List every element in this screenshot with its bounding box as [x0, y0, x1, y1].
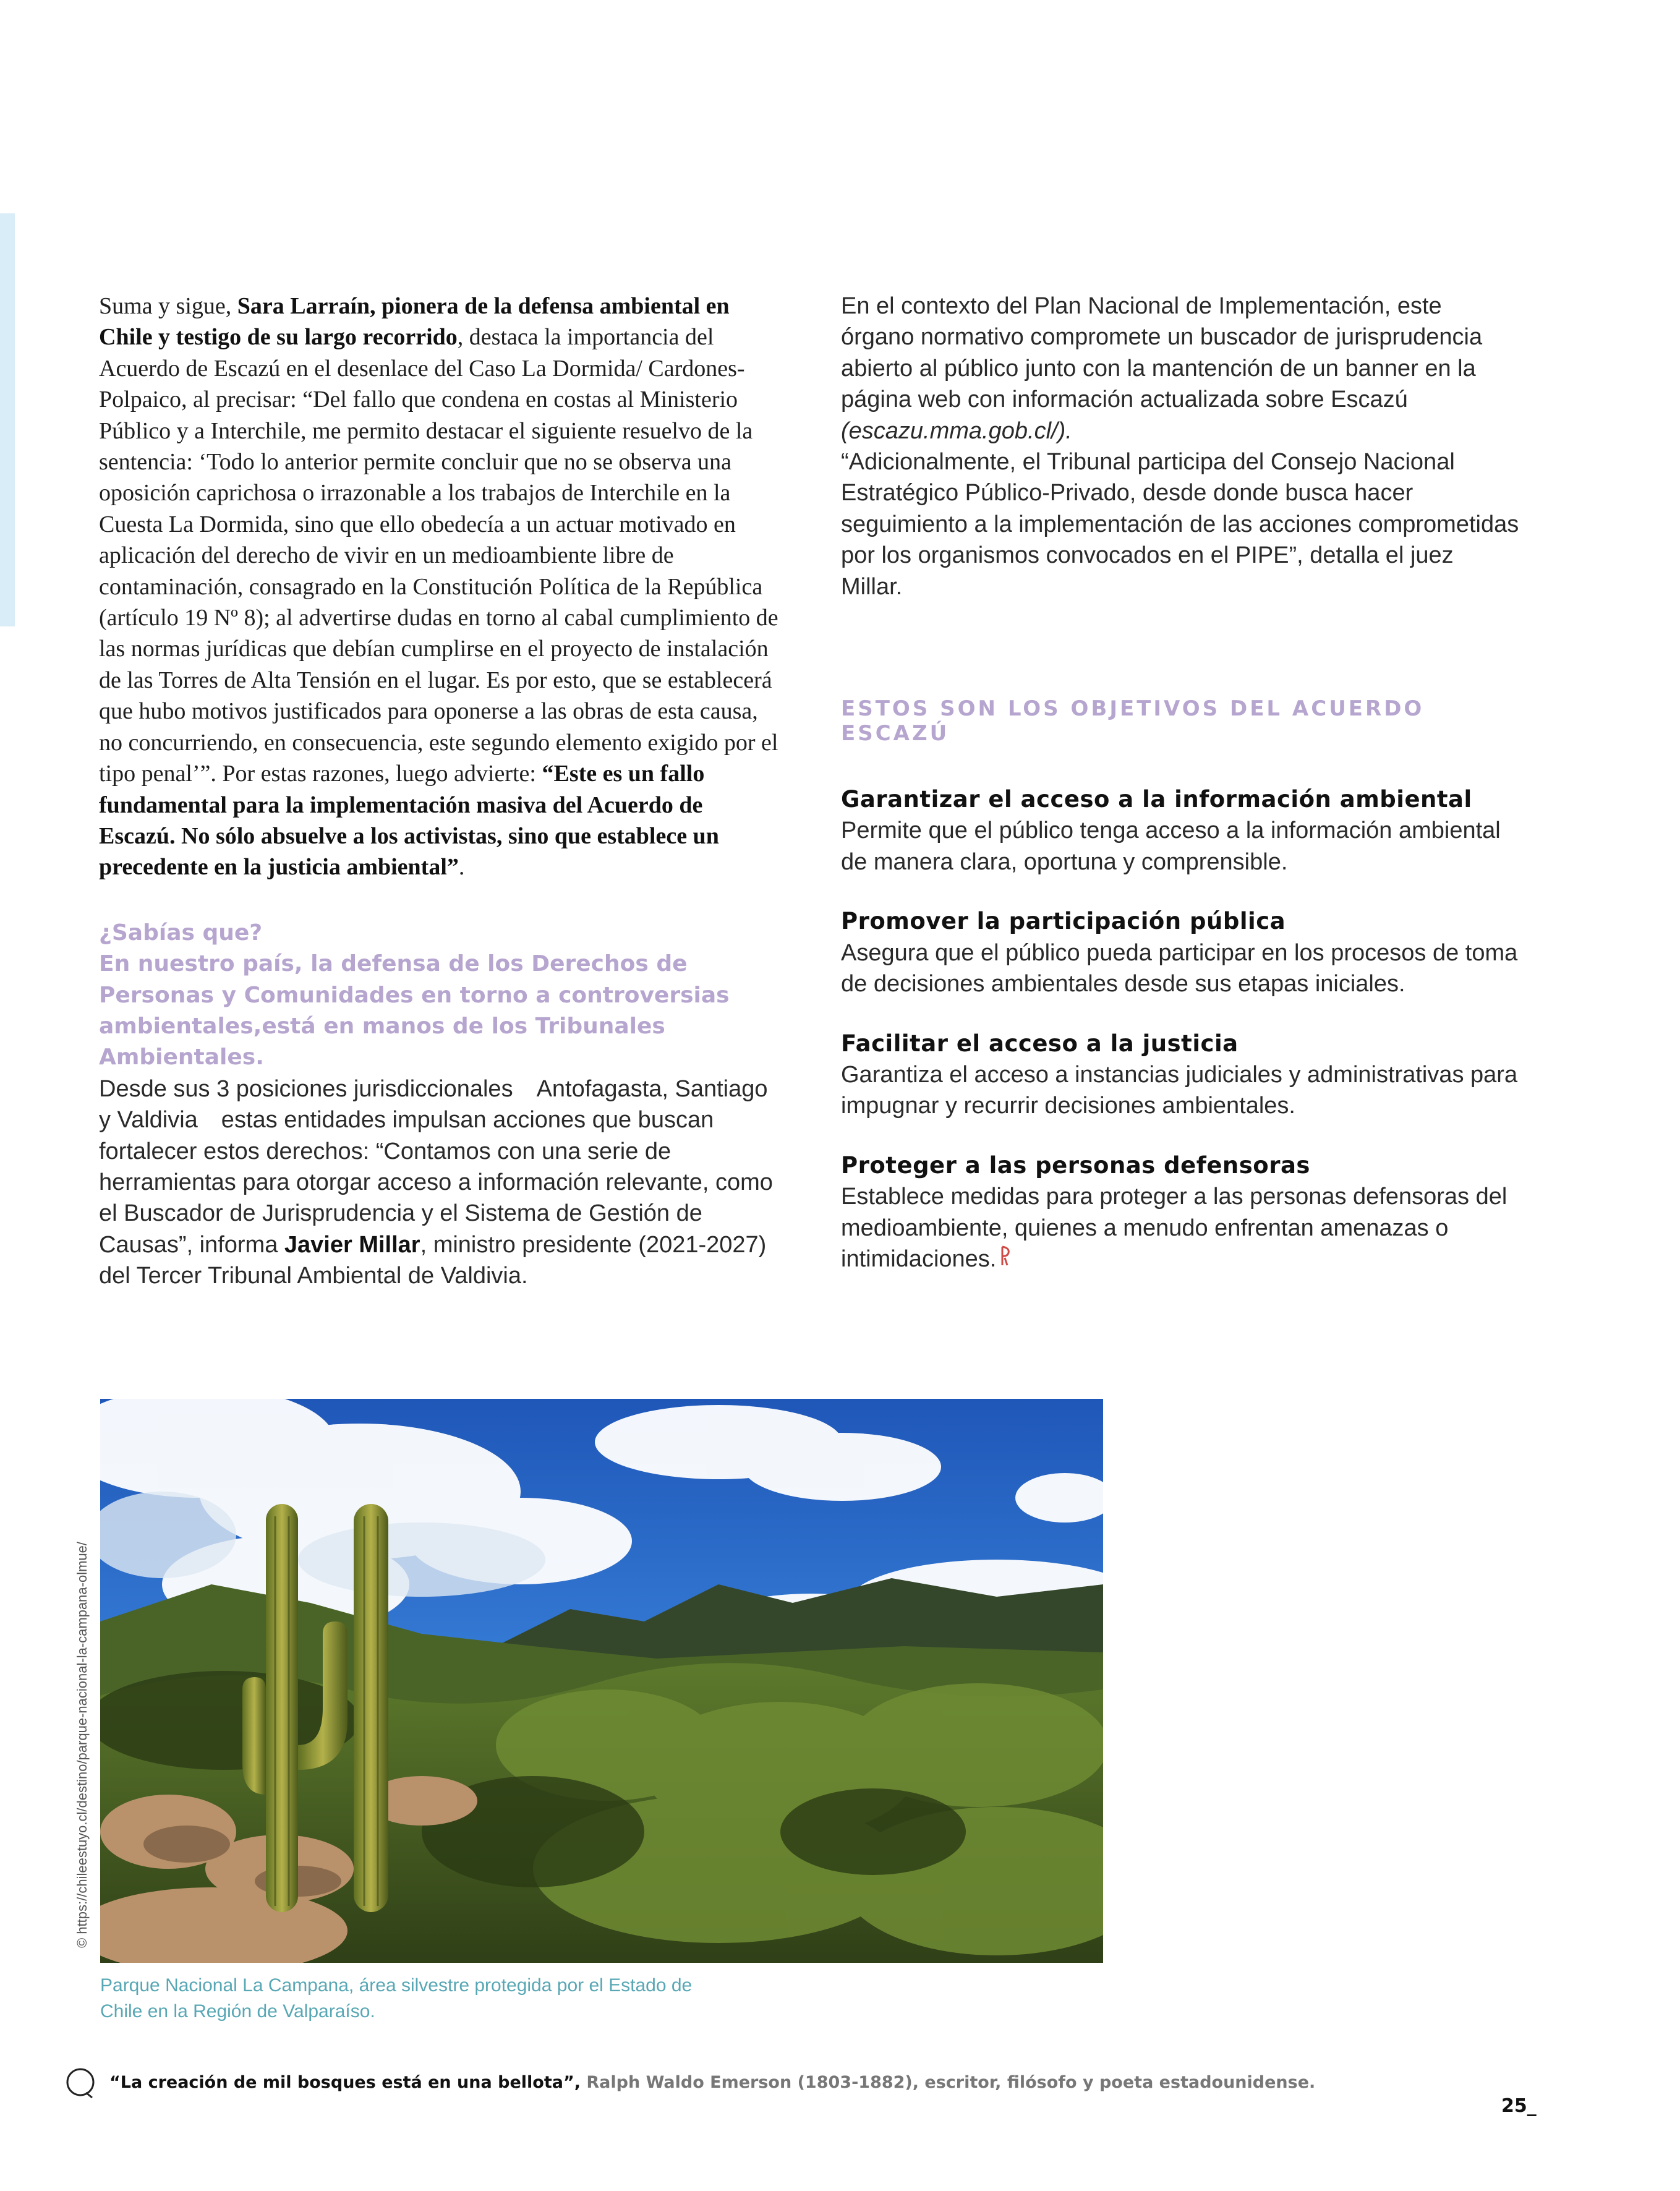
objective-item — [841, 1150, 1521, 1275]
right-column — [841, 291, 1521, 1275]
left-column — [99, 291, 779, 1292]
quote-text — [109, 2070, 1315, 2095]
objective-item — [841, 906, 1521, 999]
objective-item — [841, 1028, 1521, 1122]
objective-title: Facilitar el acceso a la justicia — [841, 1030, 1239, 1057]
escazu-url-text: (escazu.mma.gob.cl/). — [841, 417, 1072, 444]
photo-credit: © https://chileestuyo.cl/destino/parque-nacional-la-campana-olmue/ — [74, 1541, 90, 1948]
text-run-bold: Sara Larraín, pionera de la defensa ambiental en Chile y testigo de su largo recorrido — [99, 293, 730, 351]
objective-title: Promover la participación pública — [841, 908, 1286, 935]
side-color-strip — [0, 213, 15, 626]
objective-title: Proteger a las personas defensoras — [841, 1151, 1310, 1179]
photo-caption: Parque Nacional La Campana, área silvestre protegida por el Estado de Chile en la Región de Valparaíso. — [100, 1975, 693, 2022]
objective-text — [841, 1181, 1521, 1275]
quote-phrase: “La creación de mil bosques está en una bellota”, — [109, 2073, 581, 2092]
sabias-que-box — [99, 918, 779, 1292]
speech-bubble-icon — [65, 2068, 96, 2099]
larrain-paragraph — [99, 291, 779, 883]
tribunal-paragraph: “Adicionalmente, el Tribunal participa del Consejo Nacional Estratégico Público-Privado, desde donde busca hacer seguimiento a la implementación de las acciones comprometidas por los organismos convocados en el PIPE”, detalla el juez Millar. — [841, 449, 1519, 600]
objective-text: Permite que el público tenga acceso a la información ambiental de manera clara, oportuna y comprensible. — [841, 818, 1501, 875]
text-run: . — [458, 854, 465, 881]
sabias-que-label: ¿Sabías que? — [99, 920, 263, 946]
objective-title: Garantizar el acceso a la información ambiental — [841, 786, 1472, 813]
text-run: Suma y sigue, — [99, 293, 237, 319]
text-run-bold: Javier Millar — [284, 1231, 420, 1258]
objective-item — [841, 784, 1521, 878]
text-run: , ministro presidente (2021-2027) del Tercer Tribunal Ambiental de Valdivia. — [99, 1231, 767, 1289]
text-run: Establece medidas para proteger a las personas defensoras del medioambiente, quienes a menudo enfrentan amenazas o intimidaciones. — [841, 1184, 1507, 1272]
quote-author: Ralph Waldo Emerson (1803-1882), escritor, filósofo y poeta estadounidense. — [580, 2073, 1316, 2092]
objectives-title: ESTOS SON LOS OBJETIVOS DEL ACUERDO ESCAZÚ — [841, 696, 1425, 746]
landscape-photo — [100, 1399, 1103, 1963]
plan-paragraph — [841, 291, 1521, 446]
tribunales-paragraph — [99, 1074, 779, 1292]
text-run: , destaca la importancia del Acuerdo de Escazú en el desenlace del Caso La Dormida/ Cardones-Polpaico, al precisar: “Del fallo que condena en costas al Ministerio Público y a Interchile, me permito destacar el siguiente resuelvo de la sentencia: ‘Todo lo anterior permite concluir que no se observa una oposición caprichosa o irrazonable a los trabajos de Interchile en la Cuesta La Dormida, sino que ello obedecía a un actuar motivado en aplicación del derecho de vivir en un medioambiente libre de contaminación, consagrado en la Constitución Política de la República (artículo 19 Nº 8); al advertirse dudas en torno al cabal cumplimiento de las normas jurídicas que debían cumplirse en el proyecto de instalación de las Torres de Alta Tensión en el lugar. Es por esto, que se establecerá que hubo motivos justificados para oponerse a las obras de esta causa, no concurriendo, en consecuencia, este segundo elemento exigido por el tipo penal’”. Por estas razones, luego advierte: — [99, 324, 778, 787]
page-number: 25_ — [1501, 2095, 1537, 2117]
text-run: En el contexto del Plan Nacional de Implementación, este órgano normativo compromete un buscador de jurisprudencia abierto al público junto con la mantención de un banner en la página web con información actualizada sobre Escazú — [841, 293, 1483, 413]
quote-bold: “Este es un fallo fundamental para la implementación masiva del Acuerdo de Escazú. No sólo absuelve a los activistas, sino que establece un precedente en la justicia ambiental” — [99, 761, 719, 881]
objective-text: Asegura que el público pueda participar en los procesos de toma de decisiones ambientales desde sus etapas iniciales. — [841, 939, 1518, 997]
footer-quote — [65, 2065, 1425, 2103]
objective-text: Garantiza el acceso a instancias judiciales y administrativas para impugnar y recurrir decisiones ambientales. — [841, 1061, 1518, 1119]
sabias-que-highlight: En nuestro país, la defensa de los Derechos de Personas y Comunidades en torno a controversias ambientales,está en manos de los Tribunales Ambientales. — [99, 951, 730, 1070]
text-run: Desde sus 3 posiciones jurisdiccionales Antofagasta, Santiago y Valdivia estas entidades impulsan acciones que buscan fortalecer estos derechos: “Contamos con una serie de herramientas para otorgar acceso a información relevante, como el Buscador de Jurisprudencia y el Sistema de Gestión de Causas”, informa — [99, 1075, 773, 1258]
park-illustration — [100, 1399, 1103, 1963]
end-mark-icon — [1000, 1245, 1011, 1266]
